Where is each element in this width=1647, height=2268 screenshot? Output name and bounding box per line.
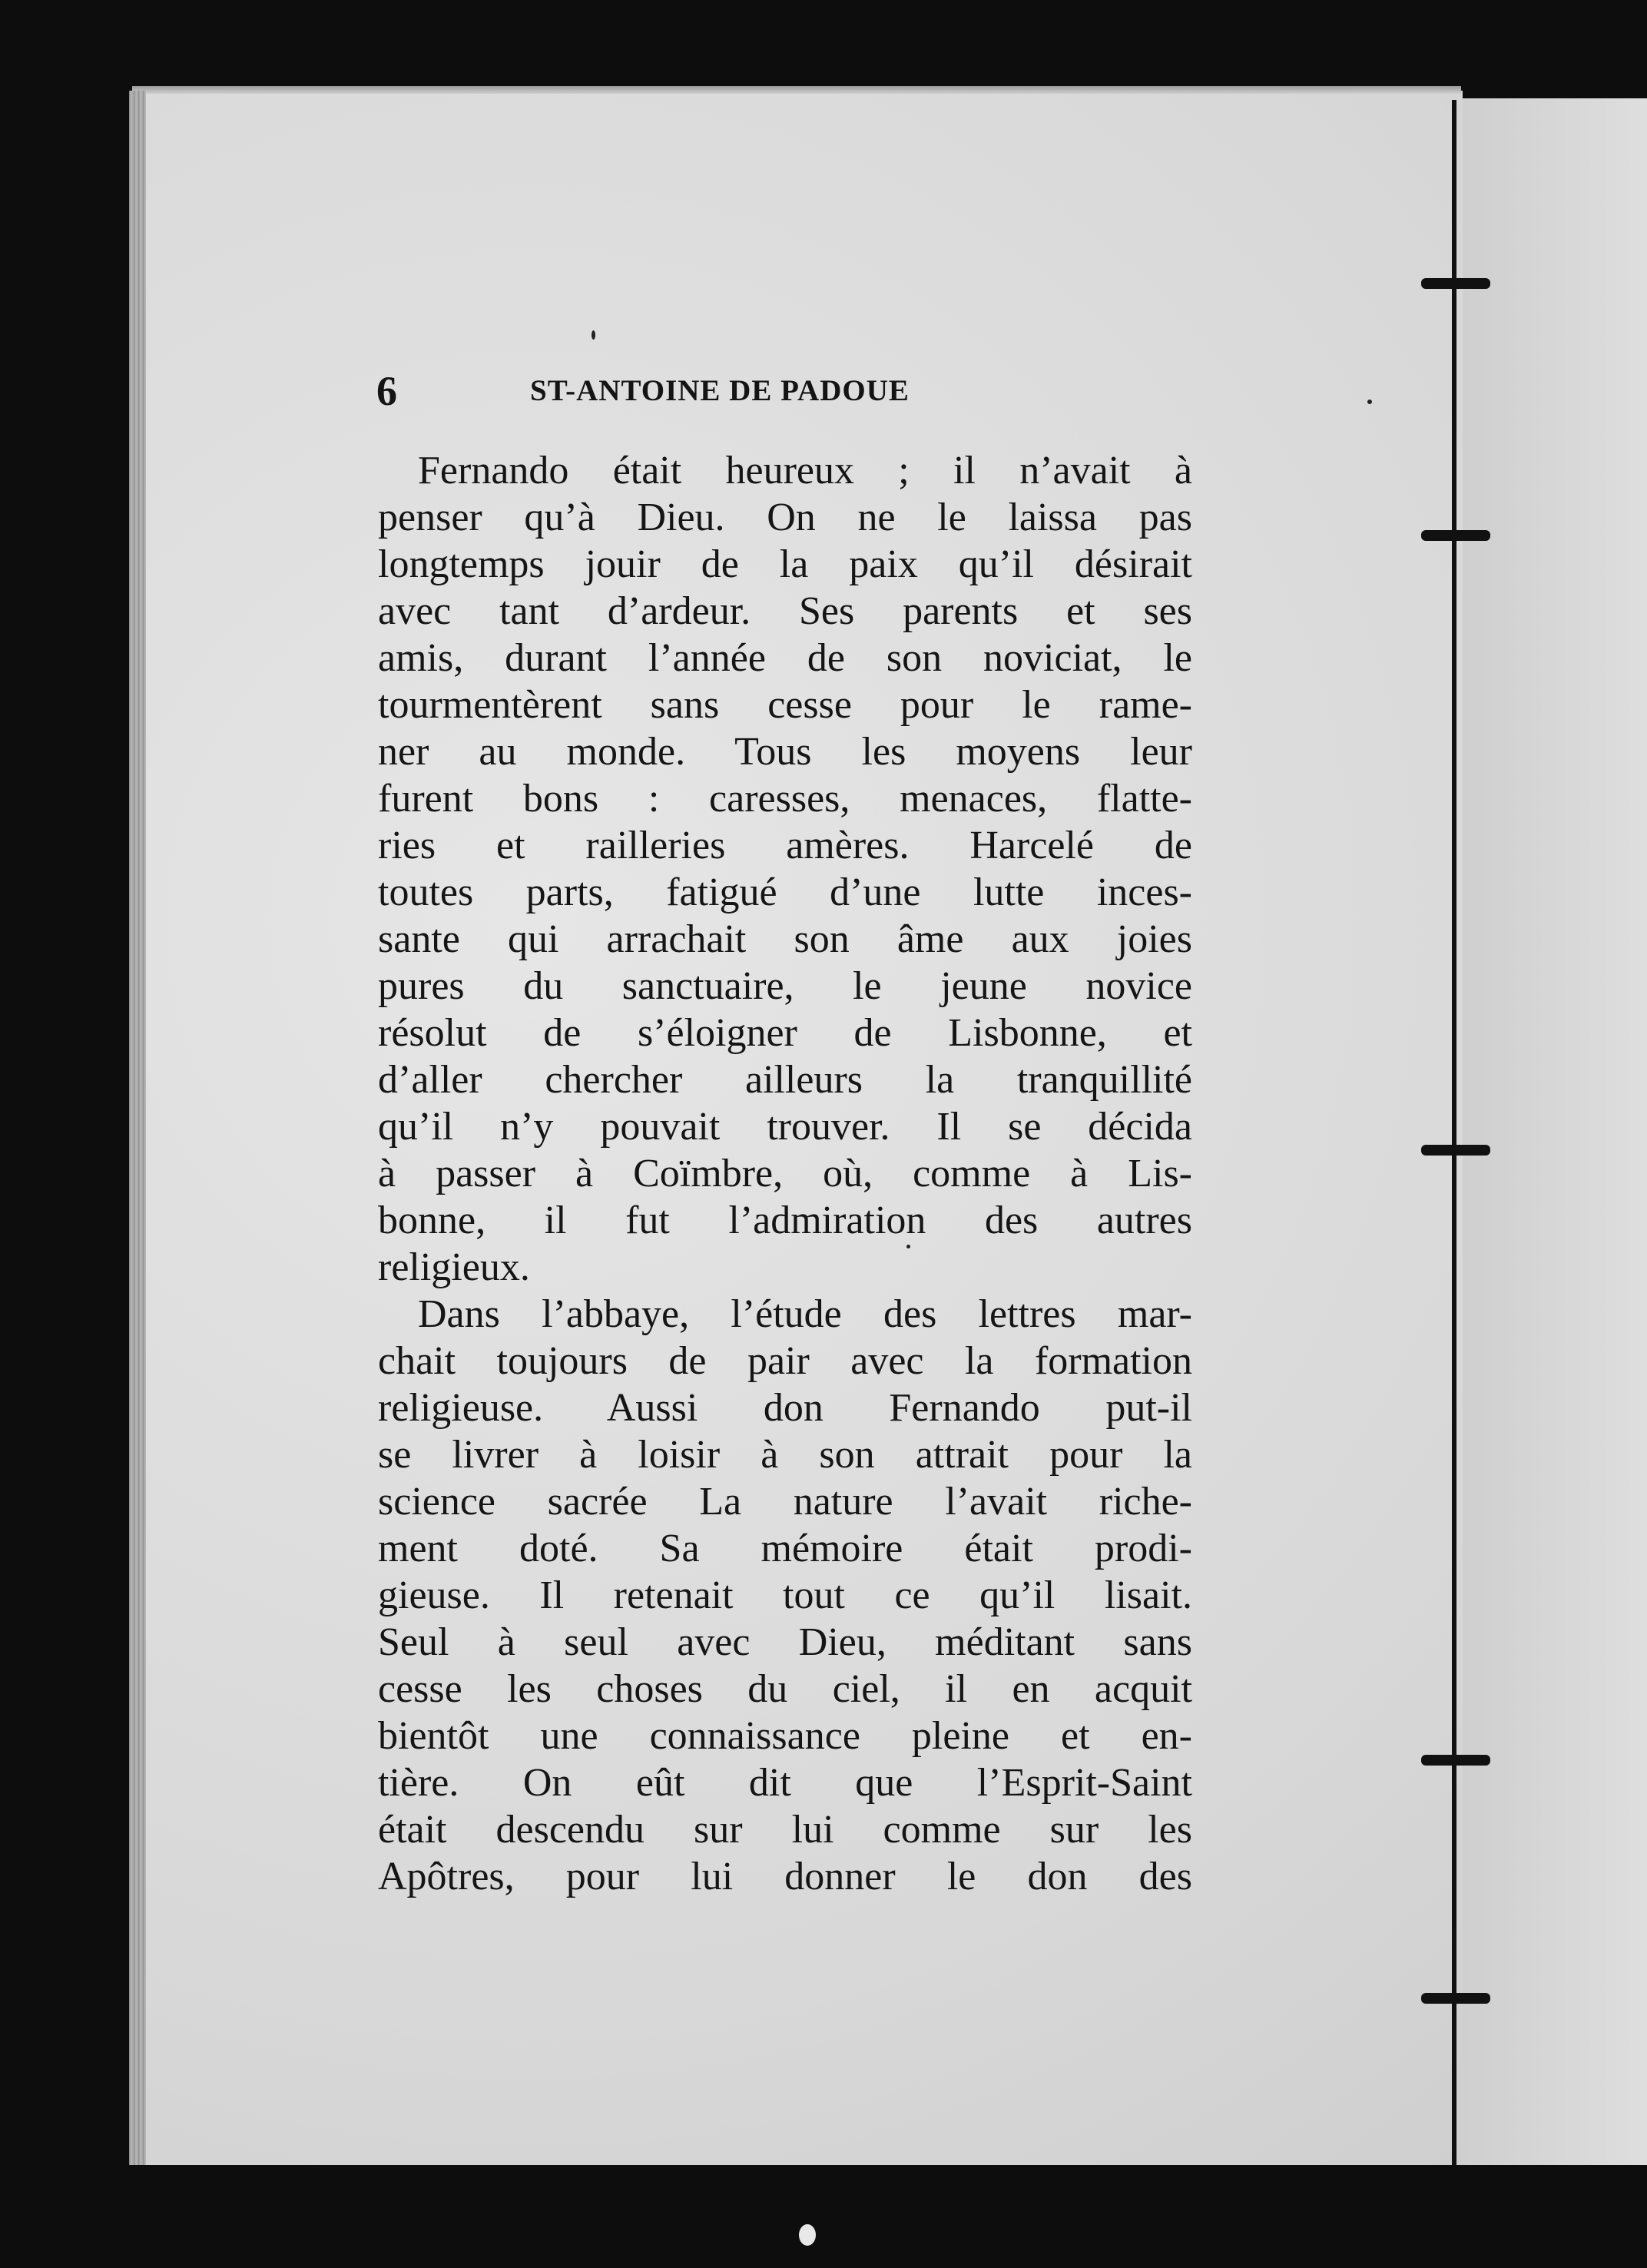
page-number: 6: [376, 368, 397, 414]
text-line: amis, durant l’année de son noviciat, le: [378, 636, 1192, 680]
facing-page-strip: [1463, 98, 1647, 2165]
scan-speck: [592, 330, 595, 340]
text-line: gieuse. Il retenait tout ce qu’il lisait.: [378, 1573, 1192, 1617]
binding-stitch: [1421, 1145, 1490, 1156]
text-line: bientôt une connaissance pleine et en-: [378, 1714, 1192, 1758]
text-line: pures du sanctuaire, le jeune novice: [378, 964, 1192, 1008]
running-title: ST-ANTOINE DE PADOUE: [530, 374, 910, 407]
binding-stitch: [1421, 1993, 1490, 2004]
text-line: tière. On eût dit que l’Esprit-Saint: [378, 1761, 1192, 1805]
body-text: [378, 447, 1192, 1900]
text-line: à passer à Coïmbre, où, comme à Lis-: [378, 1152, 1192, 1195]
text-line: chait toujours de pair avec la formation: [378, 1339, 1192, 1383]
text-line: se livrer à loisir à son attrait pour la: [378, 1433, 1192, 1477]
text-line: Fernando était heureux ; il n’avait à: [418, 449, 1192, 492]
text-line: avec tant d’ardeur. Ses parents et ses: [378, 589, 1192, 633]
text-line: ment doté. Sa mémoire était prodi-: [378, 1527, 1192, 1570]
text-line: sante qui arrachait son âme aux joies: [378, 917, 1192, 961]
text-line: cesse les choses du ciel, il en acquit: [378, 1667, 1192, 1711]
text-line: Dans l’abbaye, l’étude des lettres mar-: [418, 1292, 1192, 1336]
text-line: était descendu sur lui comme sur les: [378, 1808, 1192, 1852]
text-line: toutes parts, fatigué d’une lutte inces-: [378, 870, 1192, 914]
text-line: ries et railleries amères. Harcelé de: [378, 824, 1192, 867]
text-line: ner au monde. Tous les moyens leur: [378, 730, 1192, 774]
page-top-edge: [132, 86, 1461, 94]
text-line: religieuse. Aussi don Fernando put-il: [378, 1386, 1192, 1430]
scan-speck: [1367, 400, 1372, 404]
scan-speck: [799, 2224, 816, 2246]
binding-gutter-line: [1452, 100, 1456, 2167]
text-line: résolut de s’éloigner de Lisbonne, et: [378, 1011, 1192, 1055]
text-line: science sacrée La nature l’avait riche-: [378, 1480, 1192, 1524]
text-line: furent bons : caresses, menaces, flatte-: [378, 777, 1192, 821]
text-line: longtemps jouir de la paix qu’il désirait: [378, 542, 1192, 586]
page-stack-edge: [129, 91, 146, 2165]
text-line: d’aller chercher ailleurs la tranquillité: [378, 1058, 1192, 1102]
scan-border-bottom: [0, 2165, 1647, 2268]
text-line: penser qu’à Dieu. On ne le laissa pas: [378, 496, 1192, 539]
binding-stitch: [1421, 1755, 1490, 1766]
binding-stitch: [1421, 530, 1490, 541]
binding-stitch: [1421, 278, 1490, 289]
text-line: Apôtres, pour lui donner le don des: [378, 1855, 1192, 1898]
text-line: qu’il n’y pouvait trouver. Il se décida: [378, 1105, 1192, 1149]
text-line: tourmentèrent sans cesse pour le rame-: [378, 683, 1192, 727]
text-line: bonne, il fut l’admiration des autres: [378, 1199, 1192, 1242]
text-line: Seul à seul avec Dieu, méditant sans: [378, 1620, 1192, 1664]
text-line: religieux.: [378, 1245, 530, 1289]
